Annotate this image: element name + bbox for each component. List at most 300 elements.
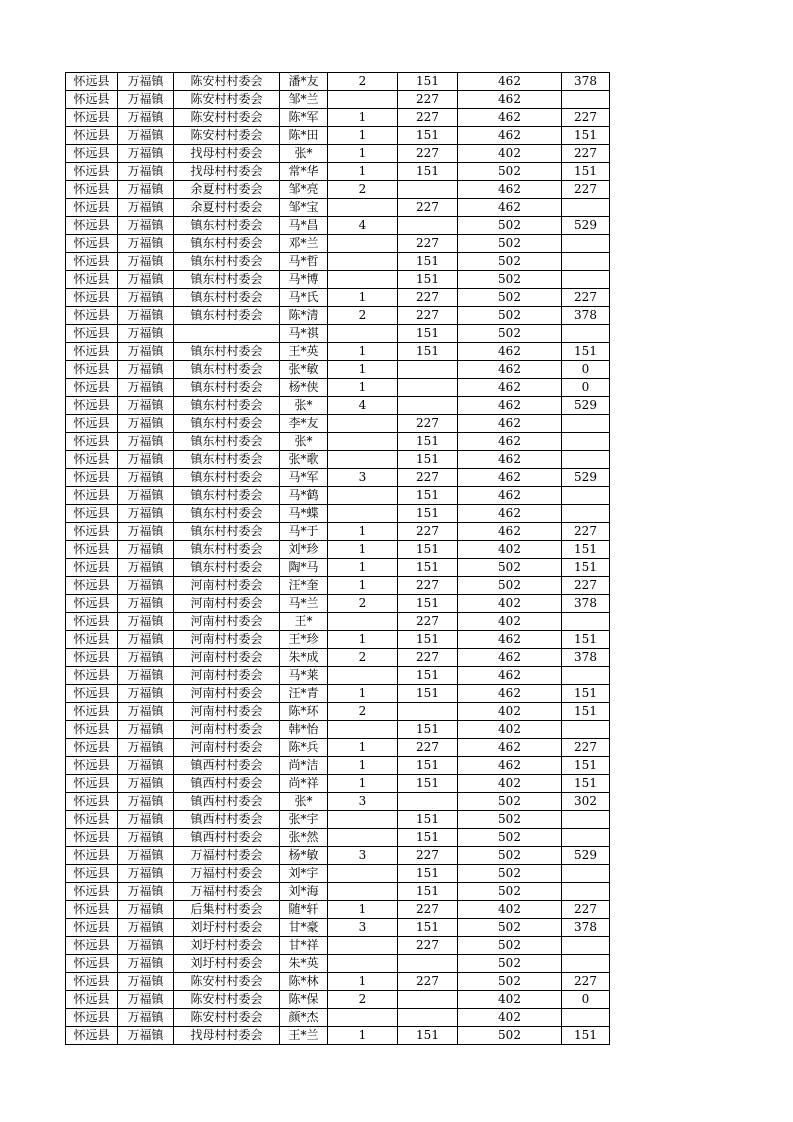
count-cell (328, 433, 398, 451)
amount-c-cell: 151 (562, 757, 610, 775)
amount-a-cell: 151 (398, 685, 458, 703)
name-cell: 颜*杰 (280, 1009, 328, 1027)
amount-b-cell: 462 (458, 109, 562, 127)
name-cell: 潘*友 (280, 73, 328, 91)
town-cell: 万福镇 (118, 739, 174, 757)
name-cell: 王*兰 (280, 1027, 328, 1045)
county-cell: 怀远县 (66, 163, 118, 181)
amount-b-cell: 502 (458, 937, 562, 955)
count-cell (328, 829, 398, 847)
amount-c-cell: 378 (562, 919, 610, 937)
village-committee-cell: 镇东村村委会 (174, 397, 280, 415)
county-cell: 怀远县 (66, 1027, 118, 1045)
count-cell: 1 (328, 775, 398, 793)
name-cell: 李*友 (280, 415, 328, 433)
town-cell: 万福镇 (118, 685, 174, 703)
town-cell: 万福镇 (118, 847, 174, 865)
town-cell: 万福镇 (118, 163, 174, 181)
county-cell: 怀远县 (66, 739, 118, 757)
amount-b-cell: 462 (458, 73, 562, 91)
town-cell: 万福镇 (118, 289, 174, 307)
town-cell: 万福镇 (118, 199, 174, 217)
count-cell (328, 667, 398, 685)
county-cell: 怀远县 (66, 883, 118, 901)
county-cell: 怀远县 (66, 415, 118, 433)
table-row (66, 991, 610, 1009)
amount-b-cell: 502 (458, 811, 562, 829)
village-committee-cell: 镇东村村委会 (174, 451, 280, 469)
amount-b-cell: 502 (458, 1027, 562, 1045)
village-committee-cell: 余夏村村委会 (174, 181, 280, 199)
town-cell: 万福镇 (118, 901, 174, 919)
table-row (66, 73, 610, 91)
amount-c-cell: 151 (562, 541, 610, 559)
count-cell: 3 (328, 847, 398, 865)
name-cell: 朱*英 (280, 955, 328, 973)
amount-a-cell (398, 793, 458, 811)
town-cell: 万福镇 (118, 127, 174, 145)
village-committee-cell: 河南村村委会 (174, 595, 280, 613)
count-cell: 2 (328, 73, 398, 91)
name-cell: 邓*兰 (280, 235, 328, 253)
amount-a-cell: 227 (398, 523, 458, 541)
town-cell: 万福镇 (118, 703, 174, 721)
amount-a-cell: 227 (398, 613, 458, 631)
name-cell: 陈*环 (280, 703, 328, 721)
amount-c-cell: 529 (562, 847, 610, 865)
amount-c-cell: 151 (562, 631, 610, 649)
table-row (66, 793, 610, 811)
village-committee-cell: 万福村村委会 (174, 847, 280, 865)
count-cell: 3 (328, 793, 398, 811)
count-cell (328, 451, 398, 469)
village-committee-cell: 镇西村村委会 (174, 829, 280, 847)
amount-a-cell (398, 1009, 458, 1027)
name-cell: 马*军 (280, 469, 328, 487)
table-row (66, 739, 610, 757)
name-cell: 张* (280, 397, 328, 415)
town-cell: 万福镇 (118, 955, 174, 973)
village-committee-cell: 镇东村村委会 (174, 253, 280, 271)
amount-b-cell: 462 (458, 667, 562, 685)
village-committee-cell: 镇东村村委会 (174, 433, 280, 451)
amount-b-cell: 462 (458, 487, 562, 505)
village-committee-cell: 陈安村村委会 (174, 109, 280, 127)
village-committee-cell: 河南村村委会 (174, 703, 280, 721)
amount-c-cell: 151 (562, 1027, 610, 1045)
amount-c-cell (562, 505, 610, 523)
name-cell: 陈*林 (280, 973, 328, 991)
town-cell: 万福镇 (118, 415, 174, 433)
village-committee-cell (174, 325, 280, 343)
village-committee-cell: 河南村村委会 (174, 613, 280, 631)
amount-b-cell: 462 (458, 649, 562, 667)
count-cell (328, 415, 398, 433)
amount-b-cell: 402 (458, 145, 562, 163)
amount-b-cell: 502 (458, 217, 562, 235)
count-cell: 1 (328, 577, 398, 595)
county-cell: 怀远县 (66, 595, 118, 613)
county-cell: 怀远县 (66, 631, 118, 649)
village-committee-cell: 刘圩村村委会 (174, 919, 280, 937)
amount-a-cell: 151 (398, 253, 458, 271)
name-cell: 甘*豪 (280, 919, 328, 937)
amount-c-cell: 227 (562, 901, 610, 919)
amount-c-cell (562, 811, 610, 829)
count-cell (328, 235, 398, 253)
name-cell: 马*哲 (280, 253, 328, 271)
village-committee-cell: 镇东村村委会 (174, 559, 280, 577)
village-committee-cell: 镇东村村委会 (174, 289, 280, 307)
county-cell: 怀远县 (66, 361, 118, 379)
amount-a-cell: 151 (398, 541, 458, 559)
village-committee-cell: 镇东村村委会 (174, 271, 280, 289)
amount-c-cell: 529 (562, 397, 610, 415)
county-cell: 怀远县 (66, 919, 118, 937)
count-cell: 3 (328, 469, 398, 487)
table-row (66, 523, 610, 541)
amount-a-cell (398, 361, 458, 379)
table-row (66, 541, 610, 559)
town-cell: 万福镇 (118, 595, 174, 613)
county-cell: 怀远县 (66, 487, 118, 505)
village-committee-cell: 镇东村村委会 (174, 541, 280, 559)
town-cell: 万福镇 (118, 811, 174, 829)
amount-b-cell: 462 (458, 523, 562, 541)
amount-b-cell: 462 (458, 199, 562, 217)
count-cell: 1 (328, 343, 398, 361)
village-committee-cell: 河南村村委会 (174, 631, 280, 649)
county-cell: 怀远县 (66, 307, 118, 325)
count-cell: 2 (328, 991, 398, 1009)
count-cell (328, 487, 398, 505)
table-row (66, 883, 610, 901)
village-committee-cell: 刘圩村村委会 (174, 937, 280, 955)
count-cell (328, 1009, 398, 1027)
count-cell: 1 (328, 559, 398, 577)
table-row (66, 505, 610, 523)
count-cell: 1 (328, 523, 398, 541)
town-cell: 万福镇 (118, 829, 174, 847)
table-row (66, 595, 610, 613)
town-cell: 万福镇 (118, 1009, 174, 1027)
village-committee-cell: 陈安村村委会 (174, 973, 280, 991)
table-row (66, 199, 610, 217)
name-cell: 马*莱 (280, 667, 328, 685)
amount-a-cell: 151 (398, 811, 458, 829)
count-cell (328, 253, 398, 271)
amount-b-cell: 502 (458, 793, 562, 811)
amount-c-cell (562, 433, 610, 451)
village-committee-cell: 陈安村村委会 (174, 73, 280, 91)
table-body (66, 73, 610, 1045)
table-row (66, 109, 610, 127)
amount-b-cell: 462 (458, 361, 562, 379)
village-committee-cell: 陈安村村委会 (174, 1009, 280, 1027)
amount-a-cell: 227 (398, 577, 458, 595)
amount-b-cell: 402 (458, 991, 562, 1009)
amount-c-cell (562, 271, 610, 289)
name-cell: 刘*海 (280, 883, 328, 901)
amount-a-cell: 151 (398, 73, 458, 91)
village-committee-cell: 镇东村村委会 (174, 361, 280, 379)
amount-b-cell: 462 (458, 631, 562, 649)
table-row (66, 325, 610, 343)
table-row (66, 667, 610, 685)
name-cell: 王*珍 (280, 631, 328, 649)
county-cell: 怀远县 (66, 199, 118, 217)
village-committee-cell: 镇西村村委会 (174, 811, 280, 829)
count-cell: 1 (328, 289, 398, 307)
county-cell: 怀远县 (66, 847, 118, 865)
amount-b-cell: 502 (458, 883, 562, 901)
table-row (66, 685, 610, 703)
amount-b-cell: 462 (458, 433, 562, 451)
county-cell: 怀远县 (66, 721, 118, 739)
county-cell: 怀远县 (66, 235, 118, 253)
table-row (66, 253, 610, 271)
county-cell: 怀远县 (66, 559, 118, 577)
amount-a-cell (398, 955, 458, 973)
town-cell: 万福镇 (118, 865, 174, 883)
count-cell: 1 (328, 901, 398, 919)
amount-a-cell: 151 (398, 1027, 458, 1045)
amount-a-cell: 151 (398, 667, 458, 685)
amount-c-cell: 378 (562, 73, 610, 91)
village-committee-cell: 陈安村村委会 (174, 991, 280, 1009)
village-committee-cell: 河南村村委会 (174, 685, 280, 703)
county-cell: 怀远县 (66, 775, 118, 793)
count-cell (328, 325, 398, 343)
count-cell: 1 (328, 685, 398, 703)
village-committee-cell: 镇东村村委会 (174, 523, 280, 541)
amount-b-cell: 402 (458, 541, 562, 559)
table-row (66, 91, 610, 109)
amount-a-cell: 151 (398, 829, 458, 847)
amount-c-cell (562, 451, 610, 469)
name-cell: 甘*祥 (280, 937, 328, 955)
count-cell: 1 (328, 127, 398, 145)
county-cell: 怀远县 (66, 91, 118, 109)
village-committee-cell: 找母村村委会 (174, 163, 280, 181)
name-cell: 刘*珍 (280, 541, 328, 559)
count-cell: 1 (328, 739, 398, 757)
county-cell: 怀远县 (66, 955, 118, 973)
county-cell: 怀远县 (66, 991, 118, 1009)
table-row (66, 181, 610, 199)
village-committee-cell: 镇东村村委会 (174, 505, 280, 523)
count-cell: 1 (328, 631, 398, 649)
amount-a-cell (398, 703, 458, 721)
village-committee-cell: 河南村村委会 (174, 667, 280, 685)
count-cell: 2 (328, 307, 398, 325)
amount-c-cell (562, 937, 610, 955)
table-row (66, 415, 610, 433)
amount-b-cell: 402 (458, 775, 562, 793)
county-cell: 怀远县 (66, 793, 118, 811)
amount-b-cell: 462 (458, 415, 562, 433)
name-cell: 张*宇 (280, 811, 328, 829)
amount-c-cell: 227 (562, 577, 610, 595)
amount-a-cell (398, 181, 458, 199)
amount-a-cell: 227 (398, 145, 458, 163)
village-committee-cell: 找母村村委会 (174, 1027, 280, 1045)
county-cell: 怀远县 (66, 271, 118, 289)
county-cell: 怀远县 (66, 127, 118, 145)
county-cell: 怀远县 (66, 829, 118, 847)
count-cell: 2 (328, 595, 398, 613)
town-cell: 万福镇 (118, 325, 174, 343)
amount-a-cell: 151 (398, 757, 458, 775)
amount-b-cell: 402 (458, 721, 562, 739)
table-row (66, 127, 610, 145)
count-cell: 1 (328, 109, 398, 127)
name-cell: 汪*青 (280, 685, 328, 703)
village-committee-cell: 后集村村委会 (174, 901, 280, 919)
amount-a-cell: 151 (398, 865, 458, 883)
count-cell (328, 883, 398, 901)
amount-c-cell: 151 (562, 703, 610, 721)
amount-a-cell: 151 (398, 271, 458, 289)
village-committee-cell: 镇东村村委会 (174, 415, 280, 433)
town-cell: 万福镇 (118, 181, 174, 199)
amount-b-cell: 502 (458, 235, 562, 253)
amount-b-cell: 502 (458, 559, 562, 577)
amount-a-cell (398, 397, 458, 415)
village-committee-cell: 陈安村村委会 (174, 91, 280, 109)
amount-b-cell: 502 (458, 289, 562, 307)
table-row (66, 271, 610, 289)
data-table (65, 72, 610, 1045)
amount-a-cell: 227 (398, 235, 458, 253)
town-cell: 万福镇 (118, 505, 174, 523)
amount-b-cell: 462 (458, 505, 562, 523)
county-cell: 怀远县 (66, 343, 118, 361)
table-row (66, 613, 610, 631)
amount-c-cell: 151 (562, 559, 610, 577)
county-cell: 怀远县 (66, 397, 118, 415)
amount-a-cell: 151 (398, 433, 458, 451)
name-cell: 马*博 (280, 271, 328, 289)
amount-c-cell: 302 (562, 793, 610, 811)
town-cell: 万福镇 (118, 343, 174, 361)
name-cell: 张* (280, 433, 328, 451)
county-cell: 怀远县 (66, 379, 118, 397)
name-cell: 马*于 (280, 523, 328, 541)
town-cell: 万福镇 (118, 577, 174, 595)
county-cell: 怀远县 (66, 523, 118, 541)
name-cell: 随*轩 (280, 901, 328, 919)
table-row (66, 307, 610, 325)
amount-a-cell: 227 (398, 415, 458, 433)
table-row (66, 577, 610, 595)
table-row (66, 343, 610, 361)
county-cell: 怀远县 (66, 541, 118, 559)
county-cell: 怀远县 (66, 145, 118, 163)
count-cell: 1 (328, 145, 398, 163)
amount-c-cell: 529 (562, 469, 610, 487)
amount-a-cell: 151 (398, 325, 458, 343)
count-cell: 1 (328, 361, 398, 379)
county-cell: 怀远县 (66, 613, 118, 631)
name-cell: 邹*亮 (280, 181, 328, 199)
name-cell: 张*歌 (280, 451, 328, 469)
table-row (66, 631, 610, 649)
county-cell: 怀远县 (66, 181, 118, 199)
amount-b-cell: 462 (458, 739, 562, 757)
count-cell: 1 (328, 973, 398, 991)
table-row (66, 919, 610, 937)
village-committee-cell: 河南村村委会 (174, 739, 280, 757)
amount-b-cell: 462 (458, 469, 562, 487)
name-cell: 张* (280, 145, 328, 163)
amount-a-cell: 227 (398, 289, 458, 307)
table-row (66, 397, 610, 415)
amount-c-cell: 151 (562, 163, 610, 181)
count-cell: 1 (328, 541, 398, 559)
amount-c-cell: 529 (562, 217, 610, 235)
name-cell: 马*蝶 (280, 505, 328, 523)
county-cell: 怀远县 (66, 469, 118, 487)
table-row (66, 937, 610, 955)
amount-c-cell: 378 (562, 307, 610, 325)
county-cell: 怀远县 (66, 757, 118, 775)
county-cell: 怀远县 (66, 325, 118, 343)
county-cell: 怀远县 (66, 505, 118, 523)
county-cell: 怀远县 (66, 577, 118, 595)
village-committee-cell: 镇西村村委会 (174, 757, 280, 775)
amount-a-cell: 151 (398, 505, 458, 523)
town-cell: 万福镇 (118, 883, 174, 901)
name-cell: 马*昌 (280, 217, 328, 235)
count-cell (328, 505, 398, 523)
table-row (66, 775, 610, 793)
town-cell: 万福镇 (118, 919, 174, 937)
amount-c-cell: 151 (562, 127, 610, 145)
count-cell (328, 865, 398, 883)
table-row (66, 469, 610, 487)
name-cell: 王* (280, 613, 328, 631)
town-cell: 万福镇 (118, 361, 174, 379)
count-cell: 1 (328, 1027, 398, 1045)
name-cell: 尚*祥 (280, 775, 328, 793)
count-cell: 2 (328, 181, 398, 199)
village-committee-cell: 余夏村村委会 (174, 199, 280, 217)
count-cell (328, 271, 398, 289)
amount-c-cell (562, 667, 610, 685)
amount-b-cell: 402 (458, 1009, 562, 1027)
village-committee-cell: 河南村村委会 (174, 649, 280, 667)
name-cell: 王*英 (280, 343, 328, 361)
county-cell: 怀远县 (66, 433, 118, 451)
town-cell: 万福镇 (118, 469, 174, 487)
village-committee-cell: 镇西村村委会 (174, 793, 280, 811)
name-cell: 韩*怡 (280, 721, 328, 739)
town-cell: 万福镇 (118, 523, 174, 541)
table-row (66, 703, 610, 721)
town-cell: 万福镇 (118, 973, 174, 991)
village-committee-cell: 镇东村村委会 (174, 307, 280, 325)
amount-c-cell (562, 235, 610, 253)
amount-c-cell (562, 487, 610, 505)
amount-a-cell: 227 (398, 937, 458, 955)
table-row (66, 1009, 610, 1027)
amount-a-cell (398, 379, 458, 397)
amount-a-cell: 227 (398, 973, 458, 991)
amount-a-cell (398, 991, 458, 1009)
amount-b-cell: 402 (458, 613, 562, 631)
table-row (66, 145, 610, 163)
